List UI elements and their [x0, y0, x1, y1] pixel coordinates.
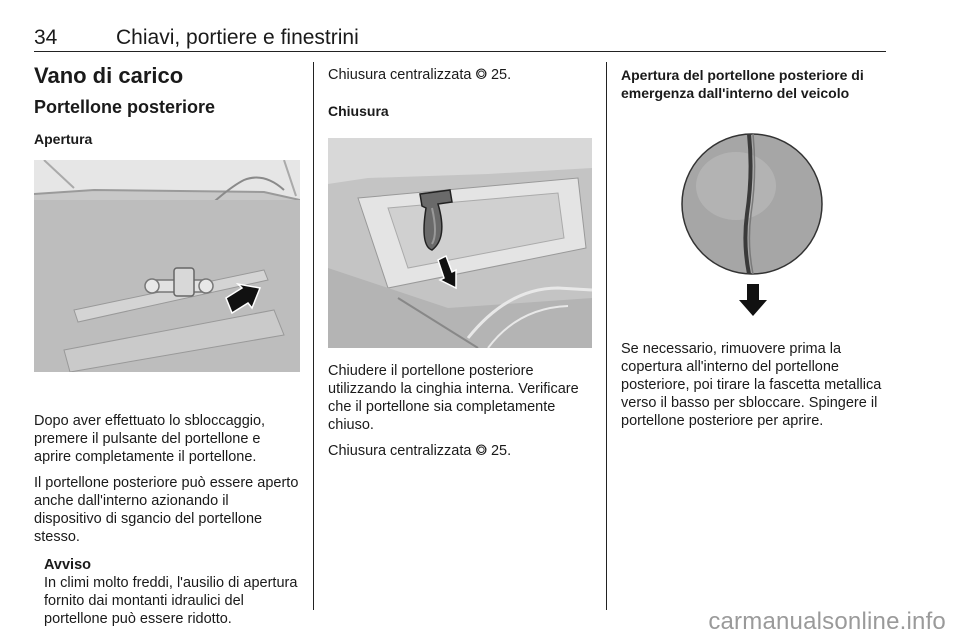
page-header [34, 26, 886, 54]
column-divider-2 [606, 62, 607, 610]
central-locking-reference-bottom: Chiusura centralizzata ⭗ 25. [328, 443, 512, 459]
closing-paragraph: Chiudere il portellone posteriore utilizzando la cinghia interna. Verificare che il portellone sia completamente chiuso. [328, 363, 579, 433]
notice-text: In climi molto freddi, l'ausilio di apertura fornito dai montanti idraulici del portellone può essere ridotto. [44, 575, 298, 627]
column-1 [34, 62, 300, 628]
closing-heading: Chiusura [328, 103, 389, 119]
watermark: carmanualsonline.info [708, 608, 946, 635]
section-title: Vano di carico [34, 63, 184, 88]
tailgate-strap-illustration [328, 138, 592, 348]
column-2 [328, 62, 592, 460]
notice-box [44, 556, 300, 628]
column-divider-1 [313, 62, 314, 610]
opening-paragraph-1: Dopo aver effettuato lo sbloccaggio, premere il pulsante del portellone e aprire completamente il portellone. [34, 413, 266, 465]
chapter-title: Chiavi, portiere e finestrini [116, 26, 359, 49]
emergency-opening-paragraph: Se necessario, rimuovere prima la copertura all'interno del portellone posteriore, poi tirare la fascetta metallica verso il basso per sbloccare. Spingere il portellone posteriore per aprire. [621, 341, 882, 429]
central-locking-reference-top: Chiusura centralizzata ⭗ 25. [328, 67, 512, 83]
page-number: 34 [34, 26, 58, 49]
subsection-title: Portellone posteriore [34, 97, 216, 117]
emergency-opening-heading: Apertura del portellone posteriore di emergenza dall'interno del veicolo [621, 67, 864, 101]
opening-heading: Apertura [34, 131, 93, 147]
emergency-release-illustration [621, 114, 887, 324]
opening-paragraph-2: Il portellone posteriore può essere aperto anche dall'interno azionando il dispositivo di sgancio del portellone stesso. [34, 475, 299, 545]
header-rule [34, 51, 886, 52]
column-3 [621, 62, 887, 430]
tailgate-interior-illustration [34, 160, 300, 372]
notice-title: Avviso [44, 557, 92, 573]
